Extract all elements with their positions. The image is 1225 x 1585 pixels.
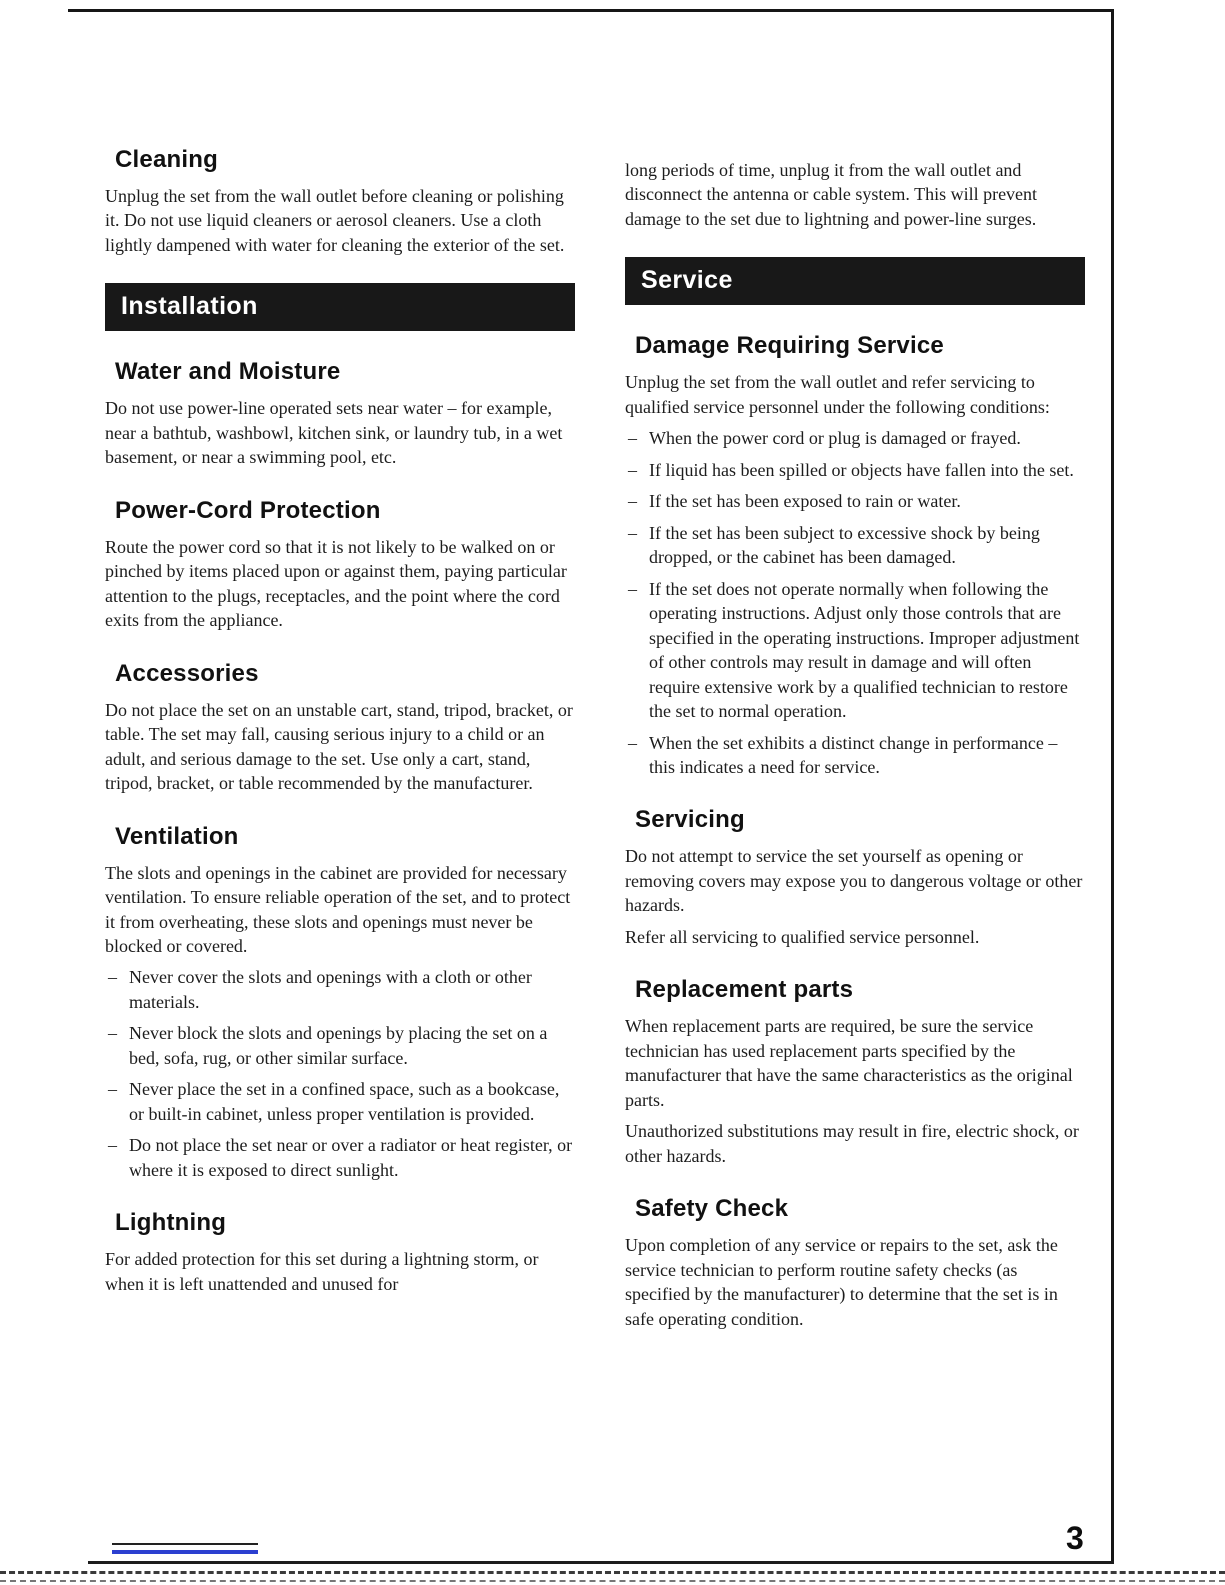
list-item-text: If the set does not operate normally when following the operating instructions. Adjust only those controls that are specified in the operating instructions. Improper adjustment of other controls may result in damage and will often require extensive work by a qualified technician to restore the set to normal operation.	[649, 578, 1080, 722]
list-item-text: When the set exhibits a distinct change in performance – this indicates a need for service.	[649, 732, 1058, 777]
list-item-text: If liquid has been spilled or objects have fallen into the set.	[649, 459, 1074, 480]
banner-installation: Installation	[105, 283, 575, 331]
section-heading-ventilation: Ventilation	[115, 822, 239, 850]
right-column	[625, 158, 1085, 1338]
list-item	[105, 1077, 575, 1126]
page-frame-right	[1111, 9, 1114, 1561]
dash-marker: –	[108, 1135, 117, 1156]
section-heading-power-cord-protection: Power-Cord Protection	[115, 496, 381, 524]
list-item-text: If the set has been subject to excessive shock by being dropped, or the cabinet has been damaged.	[649, 522, 1040, 568]
list-item-text: Do not place the set near or over a radiator or heat register, or where it is exposed to direct sunlight.	[129, 1135, 573, 1180]
paragraph: Upon completion of any service or repairs to the set, ask the service technician to perform routine safety checks (as specified by the manufacturer) to determine that the set is in safe operating condition.	[625, 1235, 1058, 1329]
paragraph: Do not place the set on an unstable cart, stand, tripod, bracket, or table. The set may fall, causing serious injury to a child or an adult, and serious damage to the set. Use only a cart, stand, tripod, bracket, or table recommended by the manufacturer.	[105, 699, 573, 794]
list-item	[625, 458, 1085, 482]
left-column	[105, 146, 575, 1303]
section-heading-cleaning: Cleaning	[115, 146, 218, 173]
list-item-text: Never place the set in a confined space, such as a bookcase, or built-in cabinet, unless proper ventilation is provided.	[129, 1079, 560, 1124]
scan-artifact-blue-line	[112, 1550, 258, 1554]
list-item	[625, 426, 1085, 450]
dash-marker: –	[108, 1079, 117, 1100]
list-item	[105, 1021, 575, 1070]
page-frame-top	[68, 9, 1114, 12]
list-item-text: If the set has been exposed to rain or water.	[649, 491, 961, 512]
list-item	[625, 521, 1085, 570]
paragraph: Route the power cord so that it is not likely to be walked on or pinched by items placed upon or against them, paying particular attention to the plugs, receptacles, and the point where the cord exits from the appliance.	[105, 536, 567, 631]
list-item-text: Never cover the slots and openings with a cloth or other materials.	[129, 967, 532, 1012]
section-heading-replacement-parts: Replacement parts	[635, 976, 854, 1004]
dash-marker: –	[108, 967, 117, 988]
list-item	[625, 489, 1085, 513]
paragraph-lightning-continuation: long periods of time, unplug it from the wall outlet and disconnect the antenna or cable system. This will prevent damage to the set due to lightning and power-line surges.	[625, 160, 1038, 229]
paragraph: Refer all servicing to qualified service personnel.	[625, 926, 980, 947]
paragraph: The slots and openings in the cabinet are provided for necessary ventilation. To ensure reliable operation of the set, and to protect it from overheating, these slots and openings must never be blocked or covered.	[105, 862, 571, 956]
list-item	[625, 577, 1085, 724]
list-item-text: Never block the slots and openings by placing the set on a bed, sofa, rug, or other similar surface.	[129, 1023, 548, 1068]
paragraph: For added protection for this set during a lightning storm, or when it is left unattended and unused for	[105, 1249, 539, 1294]
dash-marker: –	[108, 1023, 117, 1044]
section-heading-damage-requiring-service: Damage Requiring Service	[635, 332, 944, 360]
paragraph: Do not attempt to service the set yourself as opening or removing covers may expose you to dangerous voltage or other hazards.	[625, 846, 1083, 916]
paragraph: Unauthorized substitutions may result in fire, electric shock, or other hazards.	[625, 1121, 1079, 1166]
dash-marker: –	[628, 522, 637, 543]
paragraph: Unplug the set from the wall outlet and refer servicing to qualified service personnel under the following conditions:	[625, 372, 1050, 417]
page-frame-bottom	[88, 1561, 1114, 1564]
section-heading-accessories: Accessories	[115, 659, 259, 687]
list-item	[625, 731, 1085, 780]
list-item	[105, 965, 575, 1014]
section-heading-lightning: Lightning	[115, 1209, 227, 1237]
paragraph: Unplug the set from the wall outlet before cleaning or polishing it. Do not use liquid cleaners or aerosol cleaners. Use a cloth lightly dampened with water for cleaning the exterior of the set.	[105, 186, 565, 255]
section-heading-safety-check: Safety Check	[635, 1195, 789, 1223]
dash-marker: –	[628, 578, 637, 599]
dash-marker: –	[628, 732, 637, 753]
scan-artifact-black-line	[112, 1543, 258, 1545]
section-heading-water-and-moisture: Water and Moisture	[115, 358, 341, 386]
dash-marker: –	[628, 459, 637, 480]
paragraph: When replacement parts are required, be sure the service technician has used replacement parts specified by the manufacturer that have the same characteristics as the original parts.	[625, 1016, 1073, 1110]
list-item	[105, 1133, 575, 1182]
dash-marker: –	[628, 491, 637, 512]
paragraph: Do not use power-line operated sets near water – for example, near a bathtub, washbowl, kitchen sink, or laundry tub, in a wet basement, or near a swimming pool, etc.	[105, 398, 563, 468]
dash-marker: –	[628, 428, 637, 449]
list-item-text: When the power cord or plug is damaged or frayed.	[649, 428, 1021, 449]
banner-service: Service	[625, 257, 1085, 305]
scan-artifact-dashed-edge-2	[0, 1580, 1225, 1582]
page-number: 3	[1066, 1520, 1084, 1556]
section-heading-servicing: Servicing	[635, 806, 745, 834]
scan-artifact-dashed-edge	[0, 1571, 1225, 1574]
